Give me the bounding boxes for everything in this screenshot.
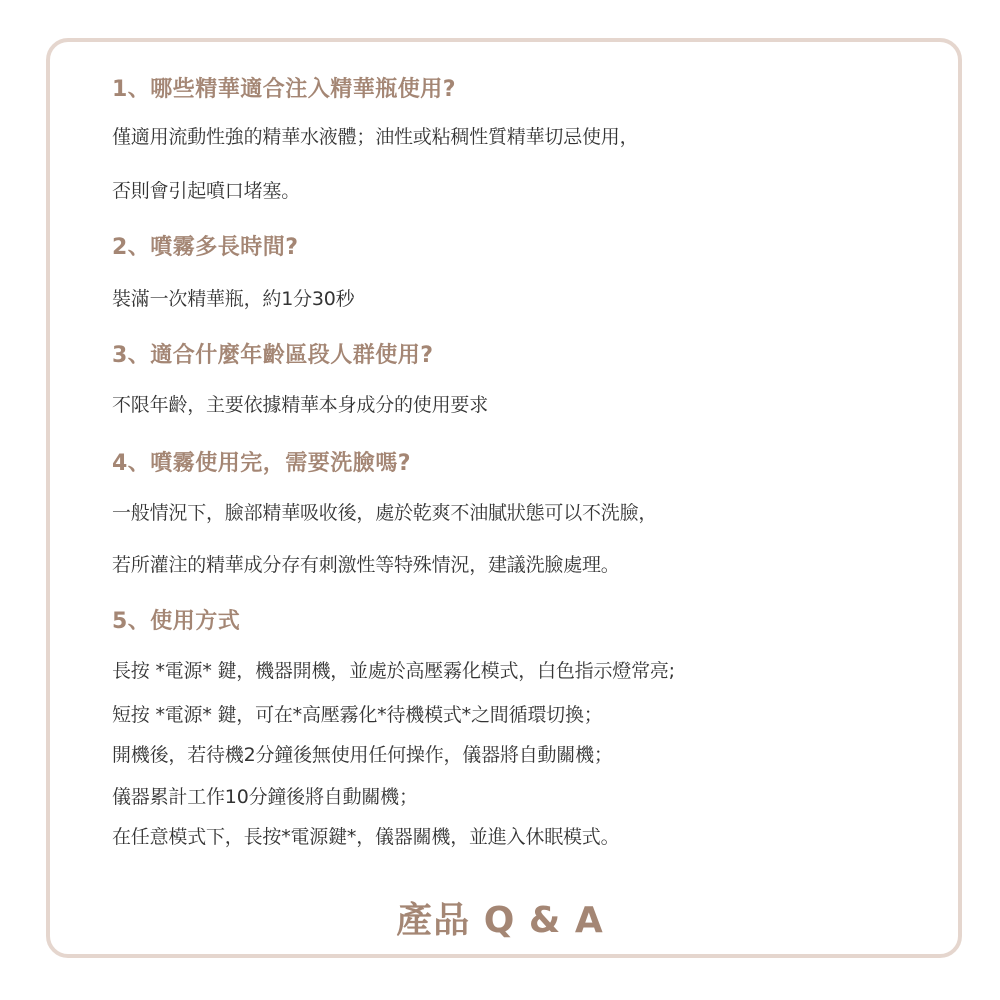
question-2: 2、噴霧多長時間? bbox=[112, 235, 299, 260]
question-3: 3、適合什麼年齡區段人群使用? bbox=[112, 343, 434, 368]
question-5: 5、使用方式 bbox=[112, 609, 241, 634]
question-4: 4、噴霧使用完，需要洗臉嗎? bbox=[112, 451, 412, 476]
question-1: 1、哪些精華適合注入精華瓶使用? bbox=[112, 77, 457, 102]
answer-5-line-1: 長按 *電源* 鍵，機器開機，並處於高壓霧化模式，白色指示燈常亮; bbox=[112, 660, 675, 682]
answer-5-line-3: 開機後，若待機2分鐘後無使用任何操作，儀器將自動關機； bbox=[112, 744, 613, 766]
product-qa-title: 產品 Q & A bbox=[396, 900, 604, 941]
answer-4-line-1: 一般情況下，臉部精華吸收後，處於乾爽不油膩狀態可以不洗臉， bbox=[112, 502, 658, 524]
answer-3-line-1: 不限年齡，主要依據精華本身成分的使用要求 bbox=[112, 394, 489, 416]
answer-1-line-2: 否則會引起噴口堵塞。 bbox=[112, 180, 301, 202]
answer-5-line-2: 短按 *電源* 鍵，可在*高壓霧化*待機模式*之間循環切換； bbox=[112, 704, 603, 726]
answer-5-line-4: 儀器累計工作10分鐘後將自動關機； bbox=[112, 786, 418, 808]
answer-4-line-2: 若所灌注的精華成分存有刺激性等特殊情況，建議洗臉處理。 bbox=[112, 554, 620, 576]
answer-1-line-1: 僅適用流動性強的精華水液體；油性或粘稠性質精華切忌使用， bbox=[112, 126, 639, 148]
answer-5-line-5: 在任意模式下，長按*電源鍵*，儀器關機，並進入休眠模式。 bbox=[112, 826, 620, 848]
answer-2-line-1: 裝滿一次精華瓶，約1分30秒 bbox=[112, 288, 355, 310]
